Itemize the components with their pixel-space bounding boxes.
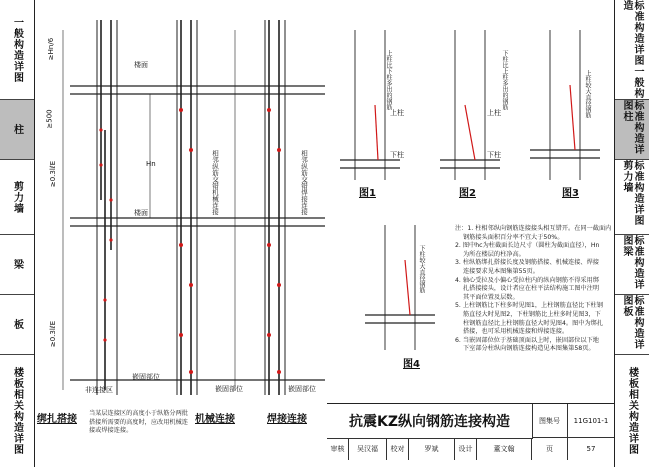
sidebar-item-slab-right[interactable]	[615, 295, 649, 355]
embed-part-label: 嵌固部位	[215, 385, 243, 393]
note-line: 下室部分柱纵向钢筋连接构造见本图集第58页。	[463, 345, 595, 353]
bind-note: 当某层连接区的高度小于纵筋分两批搭接所需要的高度时，应改用机械连接或焊接连接。	[89, 410, 188, 435]
atlas-label: 图集号	[532, 404, 568, 438]
fig2-note: 下柱比上柱多出的钢筋	[501, 50, 508, 110]
dim-label: ≥0.3lℓE	[49, 160, 58, 188]
caption-weld: 焊接连接	[267, 414, 307, 425]
embed-part-label: 嵌固部位	[288, 385, 316, 393]
sidebar-item-beam-right[interactable]	[615, 235, 649, 295]
sidebar-item-shear-wall[interactable]	[0, 160, 34, 235]
sidebar-item-shear-wall-right[interactable]	[615, 160, 649, 235]
fig4-label: 图4	[403, 359, 420, 370]
fig3-note: 上柱较大直径钢筋	[584, 70, 591, 118]
sidebar-label: 标准构造详图柱	[621, 100, 643, 155]
dim-label: ≥500	[45, 109, 54, 129]
sidebar-label: 标准构造详图梁	[621, 235, 643, 290]
sidebar-item-column-right[interactable]	[615, 100, 649, 160]
note-line: 3. 柱纵筋绑扎搭接长度及钢筋搭接、机械连接、焊接	[455, 259, 599, 267]
fig4-note: 下柱较大直径钢筋	[418, 245, 425, 293]
upper-col-label: 上柱	[390, 109, 404, 117]
sidebar-item-slab-related[interactable]	[0, 355, 34, 467]
title-block	[327, 403, 614, 468]
dim-label: ≥Hn/6	[47, 37, 56, 61]
mech-note: 相邻纵筋交错机械连接	[211, 150, 219, 215]
check-label: 校对	[387, 438, 409, 460]
note-line: 柱钢筋直径比上柱钢筋直径大时见图4。图中为绑扎	[463, 319, 604, 327]
sidebar-label: 板	[11, 319, 23, 330]
sidebar-label: 标准构造详图一般构造	[621, 0, 643, 99]
lower-col-label: 下柱	[487, 151, 501, 159]
sidebar-item-column[interactable]	[0, 100, 34, 160]
hn-label: Hn	[146, 160, 156, 168]
lower-col-label: 下柱	[390, 151, 404, 159]
fig4-drawing	[365, 220, 445, 350]
nonconnect-zone-label: 非连接区	[85, 386, 113, 394]
fig1-label: 图1	[359, 188, 376, 199]
note-line: 其平面位置及层数。	[463, 293, 519, 301]
small-figures	[330, 25, 620, 245]
sidebar-label: 标准构造详图板	[621, 295, 643, 350]
note-line: 4. 轴心受拉及小偏心受拉柱内的纵向钢筋不得采用绑	[455, 276, 599, 284]
note-line: 注：1. 柱相邻纵向钢筋连接接头相互错开。在同一截面内	[455, 225, 612, 232]
column-connection-drawings	[35, 0, 335, 420]
sidebar-item-general-right[interactable]	[615, 0, 649, 100]
sidebar-label: 剪力墙	[11, 180, 23, 214]
embed-part-label: 嵌固部位	[132, 373, 160, 381]
floor-label: 楼面	[134, 209, 148, 217]
fig3-label: 图3	[562, 188, 579, 199]
review-label: 审核	[327, 438, 349, 460]
sidebar-label: 标准构造详图剪力墙	[621, 160, 643, 226]
note-line: 连接要求见本图集第55页。	[463, 267, 539, 275]
sidebar-item-slab[interactable]	[0, 295, 34, 355]
note-line: 2. 图中hc为柱截面长边尺寸（圆柱为截面直径），Hn	[455, 242, 600, 250]
note-line: 搭接，也可采用机械连接和焊接连接。	[463, 328, 569, 336]
design-name: 董文翰	[477, 438, 532, 460]
sidebar-label: 一般构造详图	[11, 16, 23, 83]
note-line: 5. 上柱钢筋比下柱多时见图1，上柱钢筋直径比下柱钢	[455, 302, 603, 310]
upper-col-label: 上柱	[487, 109, 501, 117]
floor-label: 楼面	[134, 61, 148, 69]
sidebar-label: 梁	[11, 259, 23, 270]
page-number: 57	[586, 445, 596, 453]
design-label: 设计	[455, 438, 477, 460]
note-line: 扎搭接接头，设计者应在柱平法结构施工图中注明	[463, 285, 600, 293]
caption-mech: 机械连接	[195, 414, 235, 425]
review-name: 吴汉福	[349, 438, 387, 460]
note-line: 筋直径大时见图2，下柱钢筋比上柱多时见图3，下	[463, 310, 601, 318]
sidebar-label: 楼板相关构造详图	[626, 367, 638, 455]
caption-bind: 绑扎搭接	[37, 414, 77, 425]
notes-block	[455, 225, 615, 354]
note-line: 6. 当嵌固部位位于基础顶面以上时，嵌固部位以下地	[455, 336, 599, 344]
sidebar-item-slab-related-right[interactable]	[615, 355, 649, 467]
drawing-title: 抗震KZ纵向钢筋连接构造	[327, 404, 533, 439]
left-sidebar	[0, 0, 35, 467]
note-line: 钢筋接头面积百分率不宜大于50%。	[463, 233, 564, 241]
sidebar-item-beam[interactable]	[0, 235, 34, 295]
fig1-note: 上柱比下柱多出的钢筋	[385, 50, 392, 110]
drawing-area	[35, 0, 614, 467]
dim-label: ≥0.3lℓE	[49, 320, 58, 348]
note-line: 为所在楼层的柱净高。	[463, 250, 525, 258]
atlas-number: 11G101-1	[568, 404, 614, 438]
sidebar-label: 柱	[11, 124, 23, 135]
weld-note: 相邻纵筋交错焊接连接	[300, 150, 308, 215]
sidebar-label: 楼板相关构造详图	[11, 367, 23, 455]
page-label: 页	[532, 438, 568, 460]
check-name: 罗斌	[409, 438, 455, 460]
fig2-label: 图2	[459, 188, 476, 199]
sidebar-item-general[interactable]	[0, 0, 34, 100]
